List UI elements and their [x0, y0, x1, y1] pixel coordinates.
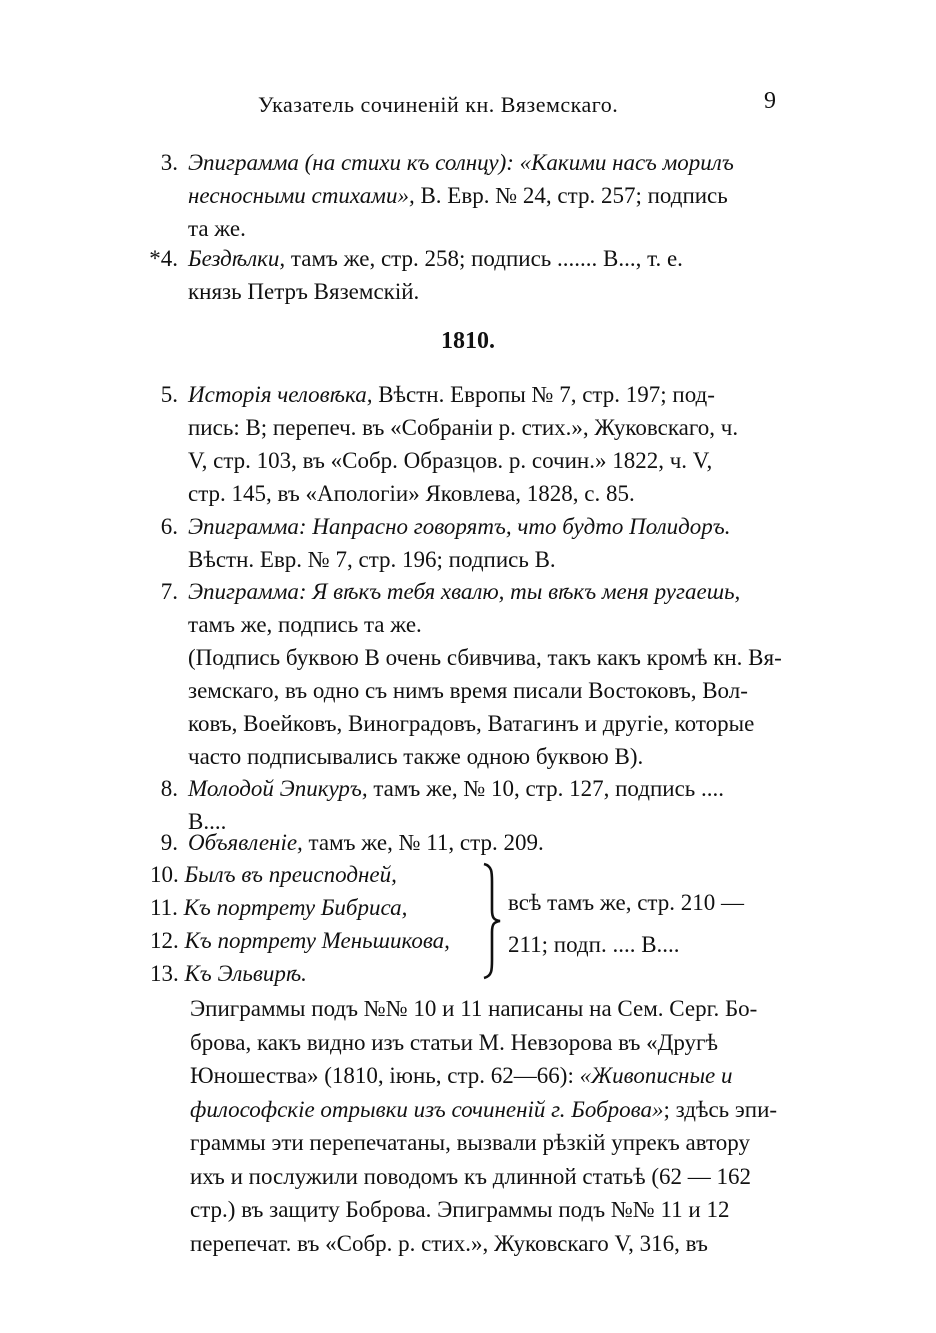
entry-number: 3. [160, 150, 178, 175]
group-entry: 13. Къ Эльвирѣ. [150, 961, 307, 986]
entry-text [188, 826, 788, 859]
entry-number: 6. [160, 514, 178, 539]
entry-line: Исторія человѣка, Вѣстн. Европы № 7, стр. 197; под- [188, 382, 715, 407]
entry-line: Бездѣлки, тамъ же, стр. 258; подпись ....... В..., т. е. [188, 246, 683, 271]
note-line: философскіе отрывки изъ сочиненій г. Боброва»; здѣсь эпи- [190, 1096, 778, 1122]
entry-line: V, стр. 103, въ «Собр. Образцов. р. сочин.» 1822, ч. V, [188, 448, 713, 473]
page-number: 9 [764, 88, 776, 114]
entry-line: князь Петръ Вяземскій. [188, 279, 420, 304]
entry-text [188, 510, 788, 576]
running-title: Указатель сочиненій кн. Вяземскаго. [258, 92, 619, 117]
entry-text [188, 378, 788, 510]
entry-line: часто подписывались также одною буквою В). [188, 744, 644, 769]
note-line: стр.) въ защиту Боброва. Эпиграммы подъ №№ 11 и 12 [190, 1197, 730, 1222]
entry-line: Эпиграмма (на стихи къ солнцу): «Какими насъ морилъ [188, 150, 734, 175]
entry-line: земскаго, въ одно съ нимъ время писали Востоковъ, Вол- [188, 678, 748, 703]
note-line: Эпиграммы подъ №№ 10 и 11 написаны на Сем. Серг. Бо- [190, 996, 758, 1021]
year-heading: 1810. [441, 328, 495, 354]
entry-line: (Подпись буквою В очень сбивчива, такъ какъ кромѣ кн. Вя- [188, 645, 782, 670]
group-entry: 11. Къ портрету Бибриса, [150, 895, 408, 920]
entry-number: 9. [160, 830, 178, 855]
entry-line: Эпиграмма: Напрасно говорятъ, что будто Полидоръ. [188, 514, 731, 539]
group-entry: 12. Къ портрету Меньшикова, [150, 928, 450, 953]
group-source-line: всѣ тамъ же, стр. 210 — [508, 890, 744, 915]
entry-line: тамъ же, подпись та же. [188, 612, 422, 637]
entry-text [188, 242, 788, 308]
entry-line: Объявленіе, тамъ же, № 11, стр. 209. [188, 830, 544, 855]
note-paragraph [190, 992, 790, 1260]
entry-line: ковъ, Воейковъ, Виноградовъ, Ватагинъ и другіе, которые [188, 711, 755, 736]
entry-line: та же. [188, 216, 246, 241]
note-line: Юношества» (1810, іюнь, стр. 62—66): «Живописные и [190, 1063, 733, 1088]
entry-number: 7. [160, 579, 178, 604]
entry-line: несносными стихами», В. Евр. № 24, стр. 257; подпись [188, 183, 728, 208]
note-line: граммы эти перепечатаны, вызвали рѣзкій упрекъ автору [190, 1130, 750, 1155]
note-line: ихъ и послужили поводомъ къ длинной статьѣ (62 — 162 [190, 1163, 752, 1189]
entry-number: *4. [149, 246, 178, 271]
entry-line: Молодой Эпикуръ, тамъ же, № 10, стр. 127, подпись .... [188, 776, 725, 801]
entry-text [188, 146, 788, 245]
curly-brace-icon [480, 862, 502, 980]
entry-line: стр. 145, въ «Апологіи» Яковлева, 1828, с. 85. [188, 481, 635, 506]
entry-number: 8. [160, 776, 178, 801]
group-source-line: 211; подп. .... В.... [508, 932, 680, 957]
note-line: брова, какъ видно изъ статьи М. Невзорова въ «Другѣ [190, 1029, 718, 1055]
entry-line: пись: В; перепеч. въ «Собраніи р. стих.», Жуковскаго, ч. [188, 415, 739, 440]
note-line: перепечат. въ «Собр. р. стих.», Жуковскаго V, 316, въ [190, 1230, 708, 1256]
entry-line: Вѣстн. Евр. № 7, стр. 196; подпись В. [188, 547, 556, 572]
entry-line: Эпиграмма: Я вѣкъ тебя хвалю, ты вѣкъ меня ругаешь, [188, 579, 741, 604]
entry-line: В.... [188, 809, 227, 834]
entry-number: 5. [160, 382, 178, 407]
entry-text [188, 575, 788, 773]
group-entry: 10. Былъ въ преисподней, [150, 862, 397, 887]
